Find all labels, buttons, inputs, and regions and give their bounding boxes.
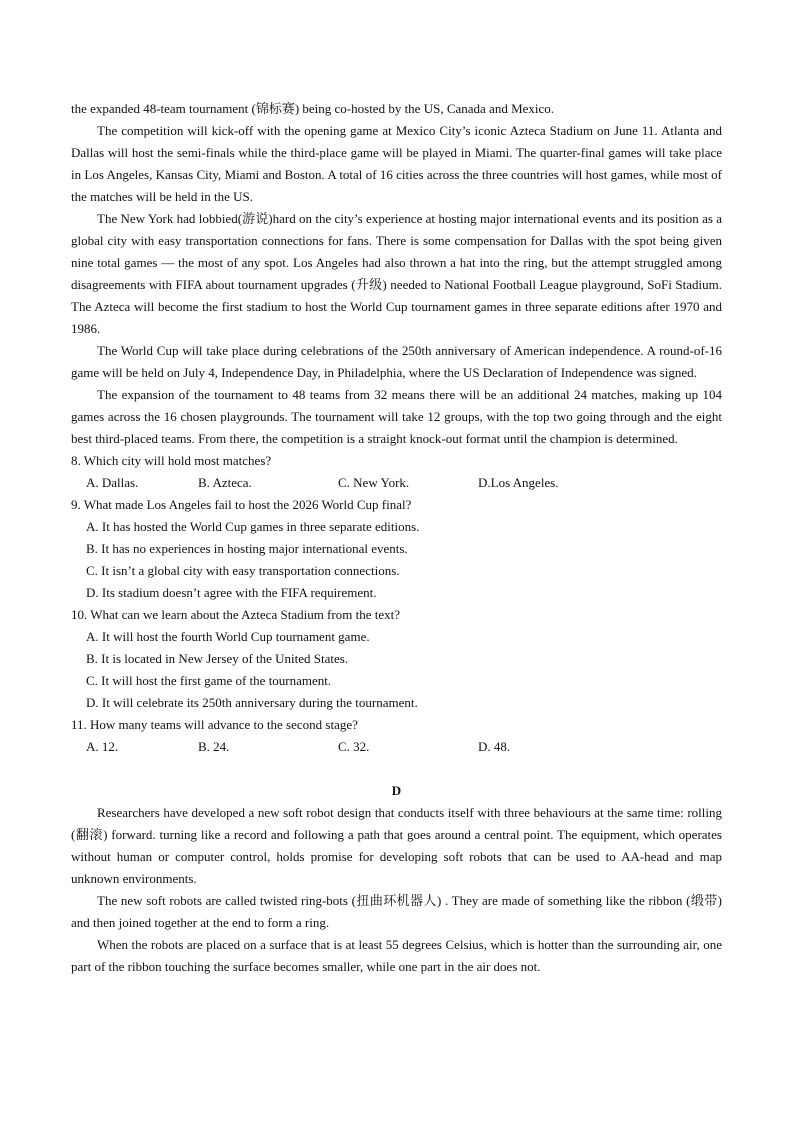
passage-c-paragraph-2: The competition will kick-off with the opening game at Mexico City’s iconic Azteca Stadium on June 11. Atlanta and Dallas will host the semi-finals while the third-place game will be played in Miami. The quarter-final games will take place in Los Angeles, Kansas City, Miami and Boston. A total of 16 cities across the three countries will host games, while most of the matches will be held in the US. bbox=[71, 123, 722, 204]
passage-d-paragraph-3: When the robots are placed on a surface that is at least 55 degrees Celsius, which is hotter than the surrounding air, one part of the ribbon touching the surface becomes smaller, while one part in the air does not. bbox=[71, 937, 722, 974]
passage-d-paragraph-1: Researchers have developed a new soft robot design that conducts itself with three behaviours at the same time: rolling (翻滚) forward. turning like a record and following a path that goes around a central point. The equipment, which operates without human or computer control, holds promise for developing soft robots that can be used to AA-head and map unknown environments. bbox=[71, 805, 722, 886]
question-9-option-b: B. It has no experiences in hosting major international events. bbox=[86, 541, 408, 556]
question-9-option-c: C. It isn’t a global city with easy transportation connections. bbox=[86, 563, 400, 578]
section-title-d: D bbox=[391, 783, 402, 798]
question-10-option-b: B. It is located in New Jersey of the United States. bbox=[86, 651, 349, 666]
passage-c-paragraph-1: the expanded 48-team tournament (锦标赛) being co-hosted by the US, Canada and Mexico. bbox=[71, 101, 555, 116]
question-10-stem: 10. What can we learn about the Azteca Stadium from the text? bbox=[71, 607, 400, 622]
question-9-option-a: A. It has hosted the World Cup games in three separate editions. bbox=[86, 519, 420, 534]
exam-page bbox=[71, 98, 722, 978]
passage-c-paragraph-5: The expansion of the tournament to 48 teams from 32 means there will be an additional 24 matches, making up 104 games across the 16 chosen playgrounds. The tournament will take 12 groups, with the top two going through and the eight best third-placed teams. From there, the competition is a straight knock-out format until the champion is determined. bbox=[71, 387, 722, 446]
question-11-option-a: A. 12. bbox=[86, 739, 119, 754]
passage-c-paragraph-4: The World Cup will take place during celebrations of the 250th anniversary of American independence. A round-of-16 game will be held on July 4, Independence Day, in Philadelphia, where the US Declaration of Independence was signed. bbox=[71, 343, 722, 380]
question-8-options bbox=[71, 472, 722, 494]
question-11-option-c: C. 32. bbox=[338, 739, 370, 754]
question-8-option-d: D.Los Angeles. bbox=[478, 475, 559, 490]
passage-c-paragraph-3: The New York had lobbied(游说)hard on the city’s experience at hosting major international events and its position as a global city with easy transportation connections for fans. There is some compensation for Dallas with the spot being given nine total games — the most of any spot. Los Angeles had also thrown a hat into the ring, but the attempt struggled among disagreements with FIFA about tournament upgrades (升级) needed to National Football League playground, SoFi Stadium. The Azteca will become the first stadium to host the World Cup tournament games in three separate editions after 1970 and 1986. bbox=[71, 211, 722, 336]
question-8-option-a: A. Dallas. bbox=[86, 475, 139, 490]
question-10-options bbox=[71, 626, 722, 714]
question-8-option-b: B. Azteca. bbox=[198, 475, 252, 490]
question-11-stem: 11. How many teams will advance to the second stage? bbox=[71, 717, 358, 732]
passage-d-paragraph-2: The new soft robots are called twisted ring-bots (扭曲环机器人) . They are made of something like the ribbon (缎带) and then joined together at the end to form a ring. bbox=[71, 893, 722, 930]
question-11-options bbox=[71, 736, 722, 758]
question-9-option-d: D. Its stadium doesn’t agree with the FIFA requirement. bbox=[86, 585, 377, 600]
question-9 bbox=[71, 494, 722, 604]
question-8 bbox=[71, 450, 722, 494]
question-11 bbox=[71, 714, 722, 758]
question-8-option-c: C. New York. bbox=[338, 475, 410, 490]
question-10-option-a: A. It will host the fourth World Cup tournament game. bbox=[86, 629, 370, 644]
question-10-option-c: C. It will host the first game of the tournament. bbox=[86, 673, 332, 688]
question-8-stem: 8. Which city will hold most matches? bbox=[71, 453, 272, 468]
question-9-options bbox=[71, 516, 722, 604]
question-9-stem: 9. What made Los Angeles fail to host the 2026 World Cup final? bbox=[71, 497, 412, 512]
question-10-option-d: D. It will celebrate its 250th anniversary during the tournament. bbox=[86, 695, 418, 710]
question-11-option-b: B. 24. bbox=[198, 739, 230, 754]
question-11-option-d: D. 48. bbox=[478, 739, 511, 754]
question-10 bbox=[71, 604, 722, 714]
